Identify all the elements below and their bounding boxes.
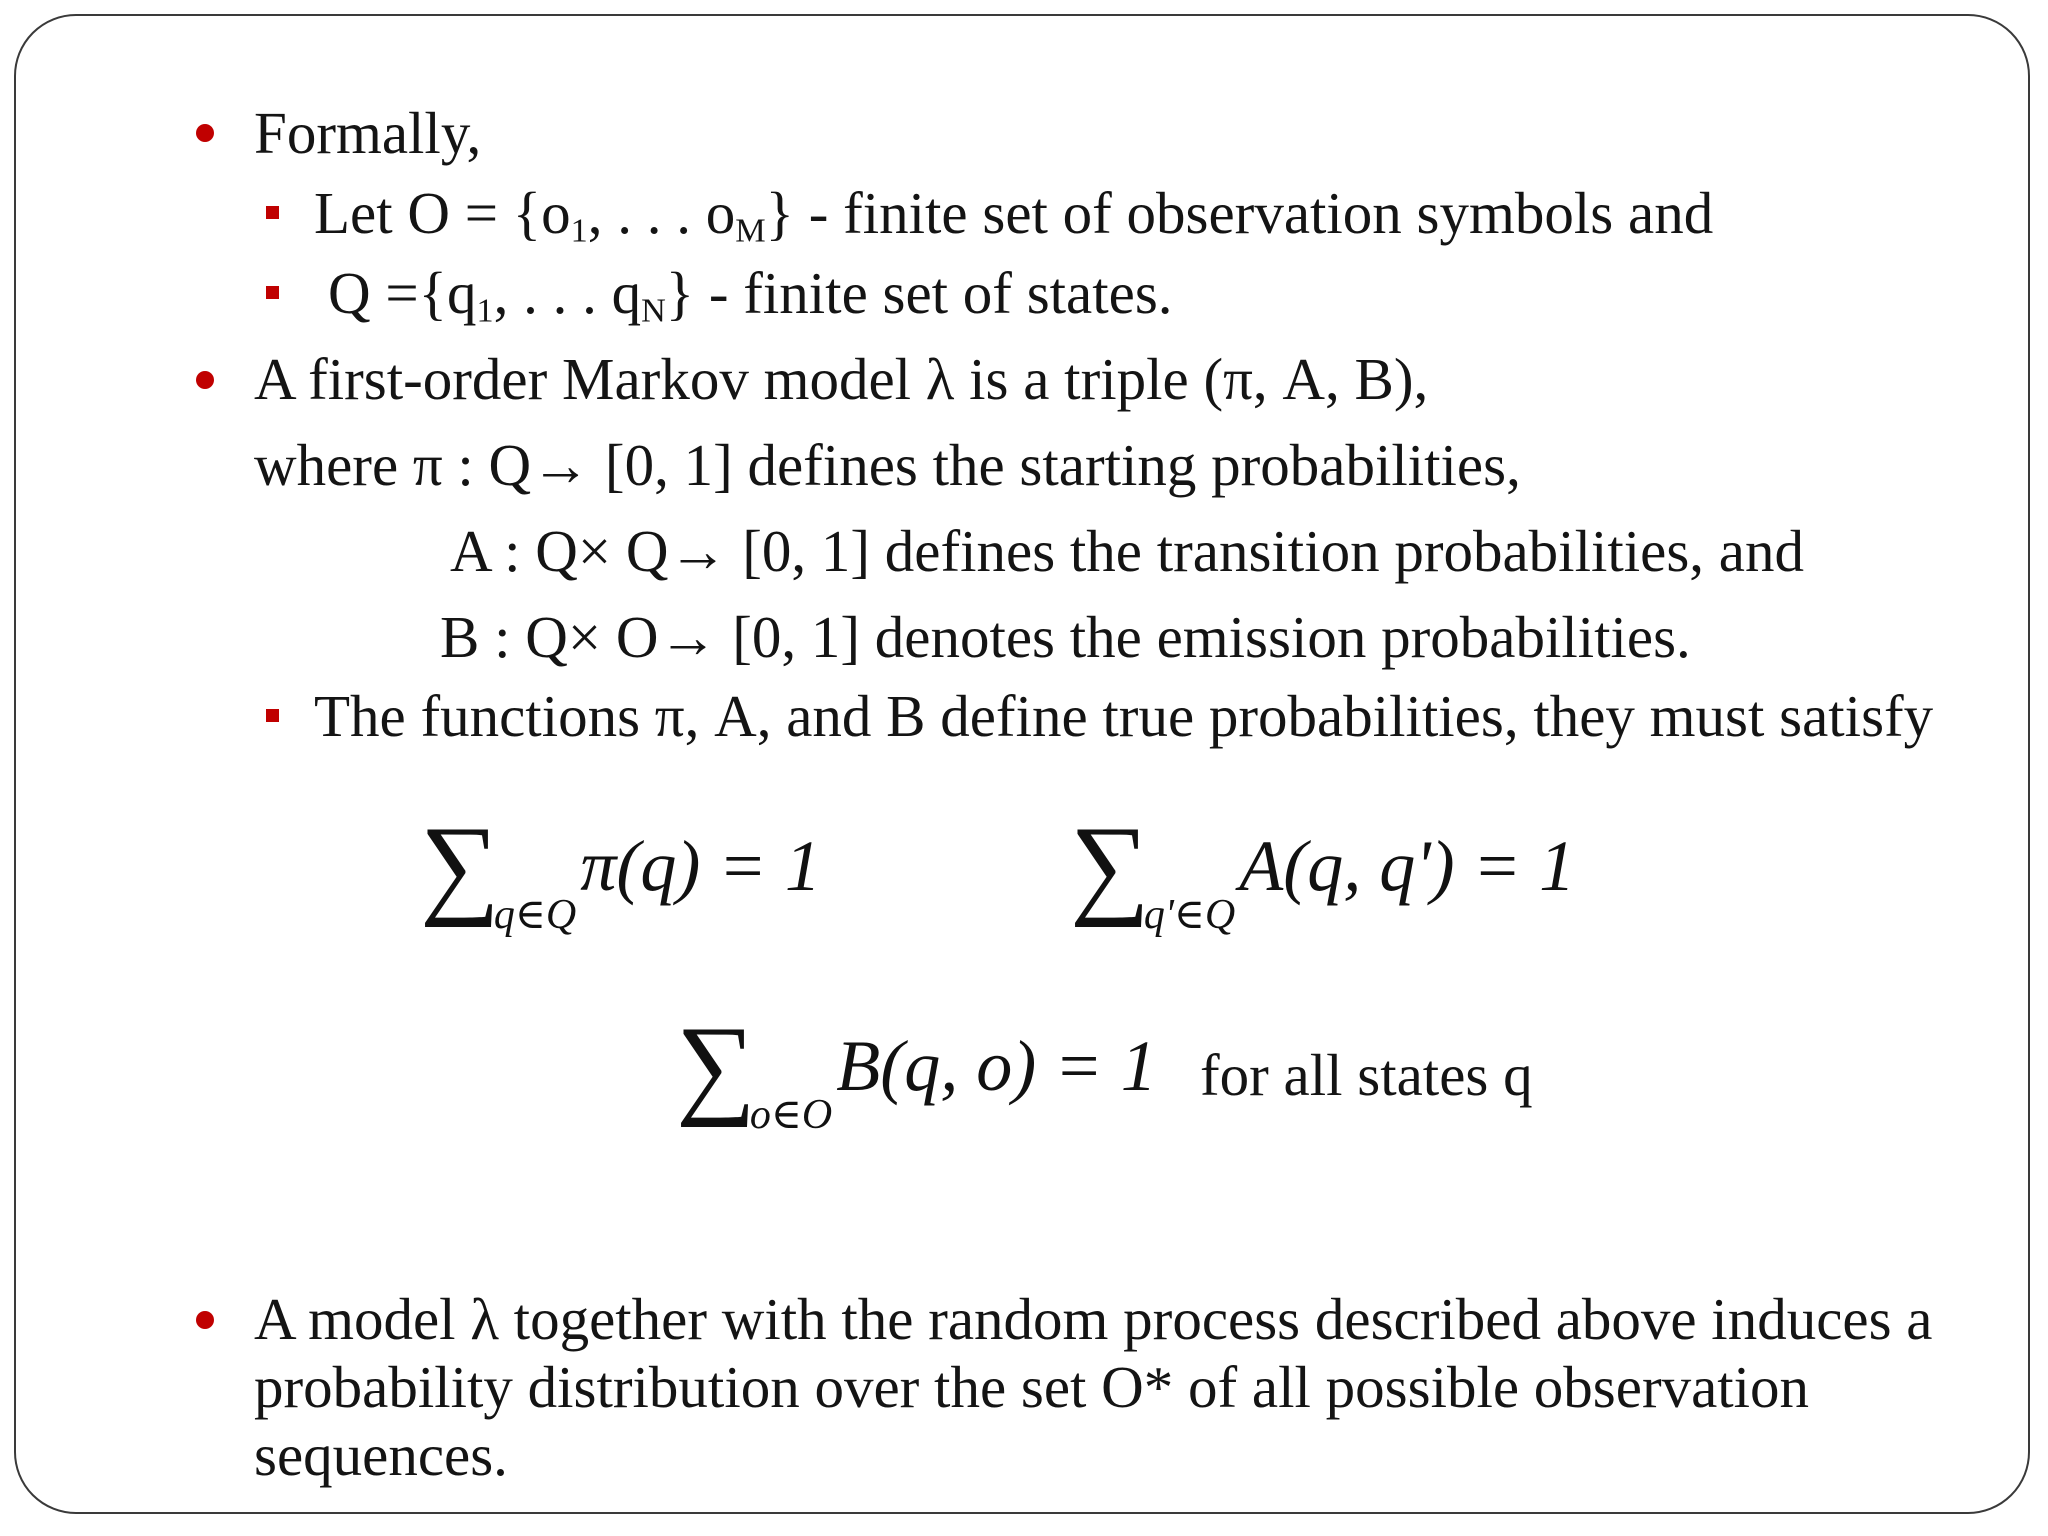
state-set-line: [328, 260, 1173, 330]
bullet-2-text: A first-order Markov model λ is a triple (π, A, B),: [254, 346, 1429, 412]
bullet-dot-1: [196, 124, 214, 142]
bullet-dot-2: [196, 371, 214, 389]
state-set-index-1: 1: [476, 292, 494, 330]
a-expression: A(q, q') = 1: [1239, 825, 1576, 906]
state-set-index-n: N: [641, 292, 666, 330]
observation-set-post: } - finite set of observation symbols and: [765, 180, 1714, 246]
sum-index-o: o∈O: [749, 1091, 833, 1138]
observation-set-pre: Let O = {o: [314, 180, 571, 246]
sub-bullet-1: [266, 206, 279, 219]
pi-expression: π(q) = 1: [580, 825, 821, 906]
sum-index-q-prime: q'∈Q: [1143, 891, 1236, 938]
formula-pi-sum: [420, 804, 821, 939]
sub-bullet-2: [266, 286, 279, 299]
formula-b-note: for all states q: [1200, 1042, 1533, 1108]
observation-set-index-1: 1: [570, 212, 588, 250]
bullet-dot-3: [196, 1311, 214, 1329]
observation-set-mid: , . . . o: [587, 180, 736, 246]
observation-set-line: [314, 180, 1714, 250]
sigma-symbol: ∑: [676, 1004, 756, 1128]
state-set-mid: , . . . q: [493, 260, 642, 326]
bullet-3-line-3: sequences.: [254, 1422, 508, 1488]
bullet-1-text: Formally,: [254, 100, 482, 166]
emission-probabilities-line: B : Q× O→ [0, 1] denotes the emission probabilities.: [440, 604, 1691, 670]
sigma-symbol: ∑: [1070, 804, 1150, 928]
sub-bullet-3: [266, 709, 279, 722]
b-expression: B(q, o) = 1: [836, 1025, 1157, 1106]
sum-index-q: q∈Q: [493, 891, 577, 938]
starting-probabilities-line: where π : Q→ [0, 1] defines the starting probabilities,: [254, 432, 1521, 498]
transition-probabilities-line: A : Q× Q→ [0, 1] defines the transition probabilities, and: [450, 518, 1804, 584]
formula-b-sum: [676, 1004, 1157, 1139]
state-set-pre: Q ={q: [328, 260, 477, 326]
observation-set-index-m: M: [735, 212, 766, 250]
bullet-3-line-1: A model λ together with the random process described above induces a: [254, 1286, 1933, 1352]
formula-a-sum: [1070, 804, 1576, 939]
state-set-post: } - finite set of states.: [665, 260, 1173, 326]
bullet-3-line-2: probability distribution over the set O* of all possible observation: [254, 1354, 1810, 1420]
sigma-symbol: ∑: [420, 804, 500, 928]
constraints-intro-line: The functions π, A, and B define true probabilities, they must satisfy: [314, 683, 1934, 749]
